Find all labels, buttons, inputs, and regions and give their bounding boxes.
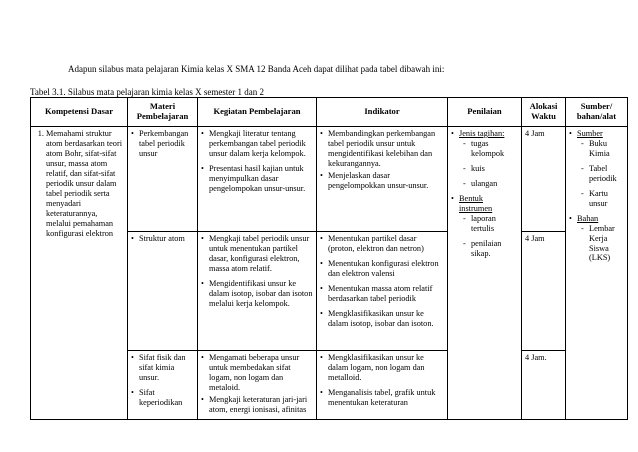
cell-kegiatan — [198, 351, 317, 420]
penilaian-bentuk-label: Bentuk instrumen — [459, 193, 493, 213]
cell-indikator — [317, 232, 448, 351]
cell-indikator — [317, 127, 448, 232]
bahan-label: Bahan — [577, 213, 599, 223]
cell-penilaian — [448, 127, 522, 420]
kegiatan-item: • Mengkaji literatur tentang perkembangan tabel periodik unsur dalam kerja kelompok. — [209, 129, 313, 159]
cell-alokasi: 4 Jam. — [522, 351, 566, 420]
indikator-item: • Membandingkan perkembangan tabel periodik unsur untuk mengidentifikasi kelebihan dan kekurangannya. — [328, 129, 444, 169]
header-kompetensi: Kompetensi Dasar — [31, 98, 128, 127]
penilaian-jenis-item: - ulangan — [471, 179, 518, 189]
indikator-item: • Mengklasifikasikan unsur ke dalam isotop, isobar dan isoton. — [328, 309, 444, 329]
sumber-item: - Kartu unsur — [589, 189, 624, 209]
materi-item: • Sifat fisik dan sifat kimia unsur. — [139, 353, 194, 383]
sumber-label: Sumber — [577, 129, 603, 138]
materi-item: • Struktur atom — [139, 234, 194, 244]
kegiatan-item: • Mengamati beberapa unsur untuk membedakan sifat logam, non logam dan metaloid. — [209, 353, 313, 393]
cell-alokasi: 4 Jam — [522, 232, 566, 351]
sumber-item: - Tabel periodik — [589, 164, 624, 184]
sumber-item: - Buku Kimia — [589, 139, 624, 159]
header-kegiatan: Kegiatan Pembelajaran — [198, 98, 317, 127]
indikator-item: • Mengklasifikasikan unsur ke dalam logam, non logam dan metalloid. — [328, 353, 444, 383]
kegiatan-item: • Mengkaji tabel periodik unsur untuk menentukan partikel dasar, konfigurasi elektron, massa atom relatif. — [209, 234, 313, 274]
cell-materi — [128, 232, 198, 351]
materi-item: • Sifat keperiodikan — [139, 388, 194, 408]
cell-materi — [128, 351, 198, 420]
kegiatan-item: • Presentasi hasil kajian untuk menyimpulkan dasar pengelompokan unsur-unsur. — [209, 164, 313, 194]
indikator-item: • Menentukan konfigurasi elektron dan elektron valensi — [328, 259, 444, 279]
penilaian-bentuk — [459, 194, 518, 259]
kegiatan-item: • Mengidentifikasi unsur ke dalam isotop, isobar dan isoton melalui kerja kelompok. — [209, 279, 313, 309]
kegiatan-item: • Mengkaji keteraturan jari-jari atom, energi ionisasi, afinitas — [209, 395, 313, 415]
kompetensi-text: 1. Memahami struktur atom berdasarkan teori atom Bohr, sifat-sifat unsur, massa atom relatif, dan sifat-sifat periodik unsur dalam tabel periodik serta menyadari keteraturannya, melalui pemahaman konfigurasi elektron — [46, 129, 124, 238]
bahan-group — [577, 214, 624, 264]
bahan-item: - Lembar Kerja Siswa (LKS) — [589, 224, 624, 264]
cell-sumber — [566, 127, 628, 420]
header-alokasi: Alokasi Waktu — [522, 98, 566, 127]
penilaian-bentuk-item: - penilaian sikap. — [471, 239, 518, 259]
penilaian-bentuk-item: - laporan tertulis — [471, 214, 518, 234]
table-caption: Tabel 3.1. Silabus mata pelajaran kimia kelas X semester 1 dan 2 — [30, 87, 265, 97]
cell-alokasi: 4 Jam — [522, 127, 566, 232]
cell-indikator — [317, 351, 448, 420]
sumber-group — [577, 129, 624, 209]
materi-item: • Perkembangan tabel periodik unsur — [139, 129, 194, 159]
header-indikator: Indikator — [317, 98, 448, 127]
indikator-item: • Menentukan partikel dasar (proton, elektron dan netron) — [328, 234, 444, 254]
indikator-item: • Menjelaskan dasar pengelompokkan unsur-unsur. — [328, 171, 444, 191]
cell-materi — [128, 127, 198, 232]
penilaian-jenis — [459, 129, 518, 189]
penilaian-jenis-item: - tugas kelompok — [471, 139, 518, 159]
header-penilaian: Penilaian — [448, 98, 522, 127]
header-sumber: Sumber/ bahan/alat — [566, 98, 628, 127]
cell-kegiatan — [198, 127, 317, 232]
indikator-item: • Menentukan massa atom relatif berdasarkan tabel periodik — [328, 284, 444, 304]
indikator-item: • Menganalisis tabel, grafik untuk menentukan keteraturan — [328, 388, 444, 408]
table-row — [31, 127, 628, 232]
syllabus-table — [30, 97, 628, 420]
table-header-row — [31, 98, 628, 127]
intro-paragraph: Adapun silabus mata pelajaran Kimia kelas X SMA 12 Banda Aceh dapat dilihat pada tabel dibawah ini: — [68, 64, 445, 74]
penilaian-jenis-label: Jenis tagihan: — [459, 129, 505, 138]
cell-kompetensi — [31, 127, 128, 420]
header-materi: Materi Pembelajaran — [128, 98, 198, 127]
penilaian-jenis-item: - kuis — [471, 164, 518, 174]
cell-kegiatan — [198, 232, 317, 351]
